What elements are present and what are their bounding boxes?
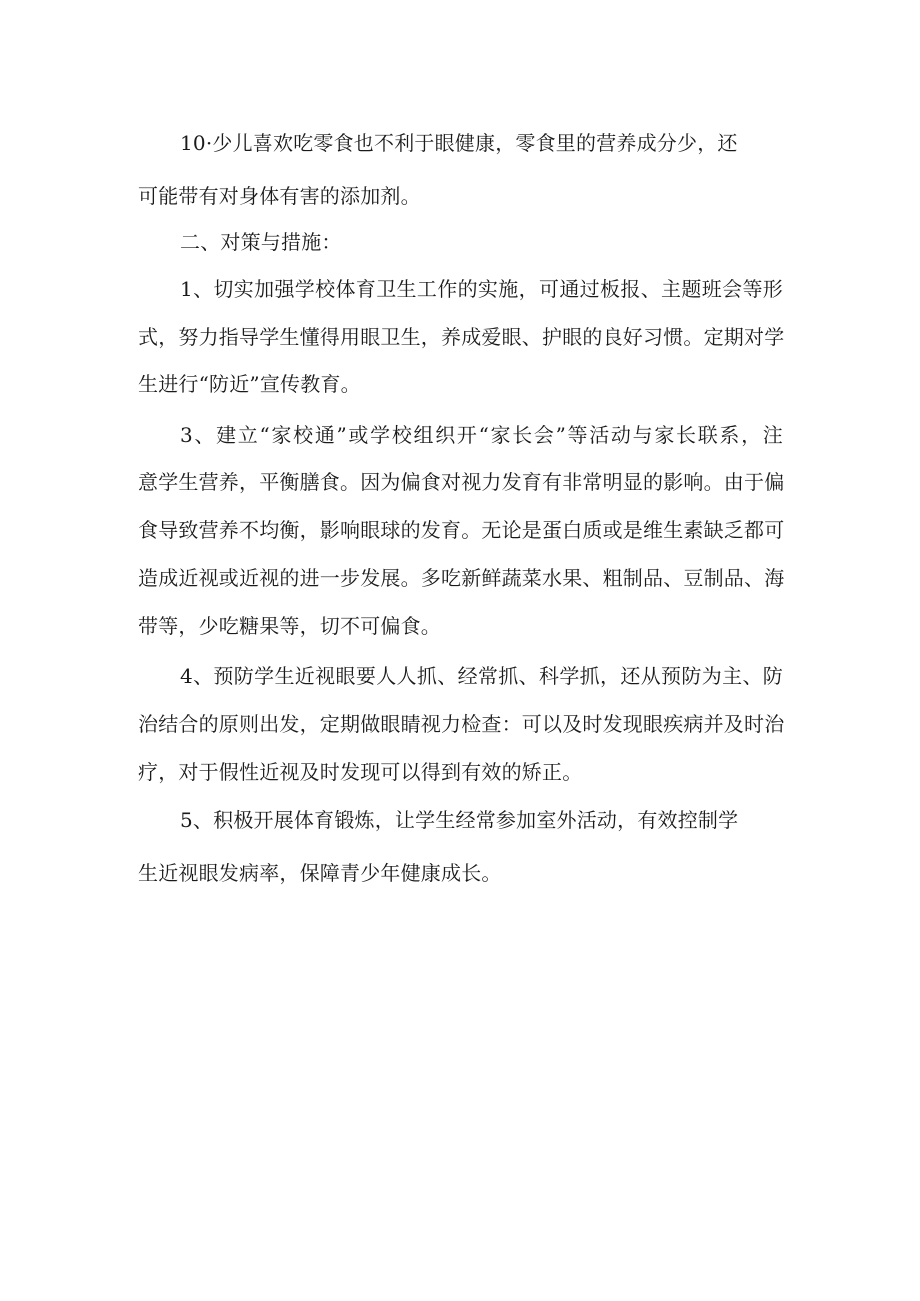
text-line: 10·少儿喜欢吃零食也不利于眼健康，零食里的营养成分少，还 (180, 131, 738, 155)
text-line: 意学生营养，平衡膳食。因为偏食对视力发育有非常明显的影响。由于偏 (138, 470, 785, 494)
text-line: 食导致营养不均衡，影响眼球的发育。无论是蛋白质或是维生素缺乏都可 (138, 518, 785, 542)
text-line: 疗，对于假性近视及时发现可以得到有效的矫正。 (138, 760, 583, 784)
text-line: 治结合的原则出发，定期做眼睛视力检查：可以及时发现眼疾病并及时治 (138, 712, 785, 736)
text-line: 带等，少吃糖果等，切不可偏食。 (138, 614, 441, 638)
text-line: 4、预防学生近视眼要人人抓、经常抓、科学抓，还从预防为主、防 (180, 664, 783, 688)
text-line: 式，努力指导学生懂得用眼卫生，养成爱眼、护眼的良好习惯。定期对学 (138, 325, 785, 349)
text-line: 造成近视或近视的进一步发展。多吃新鲜蔬菜水果、粗制品、豆制品、海 (138, 566, 785, 590)
text-line: 5、积极开展体育锻炼，让学生经常参加室外活动，有效控制学 (180, 808, 739, 832)
section-heading: 二、对策与措施： (180, 230, 342, 254)
text-line: 生近视眼发病率，保障青少年健康成长。 (138, 861, 502, 885)
text-line: 1、切实加强学校体育卫生工作的实施，可通过板报、主题班会等形 (180, 277, 783, 301)
text-line: 生进行“防近”宣传教育。 (138, 372, 361, 396)
text-line: 3、建立“家校通”或学校组织开“家长会”等活动与家长联系，注 (180, 423, 783, 447)
text-line: 可能带有对身体有害的添加剂。 (138, 184, 421, 208)
